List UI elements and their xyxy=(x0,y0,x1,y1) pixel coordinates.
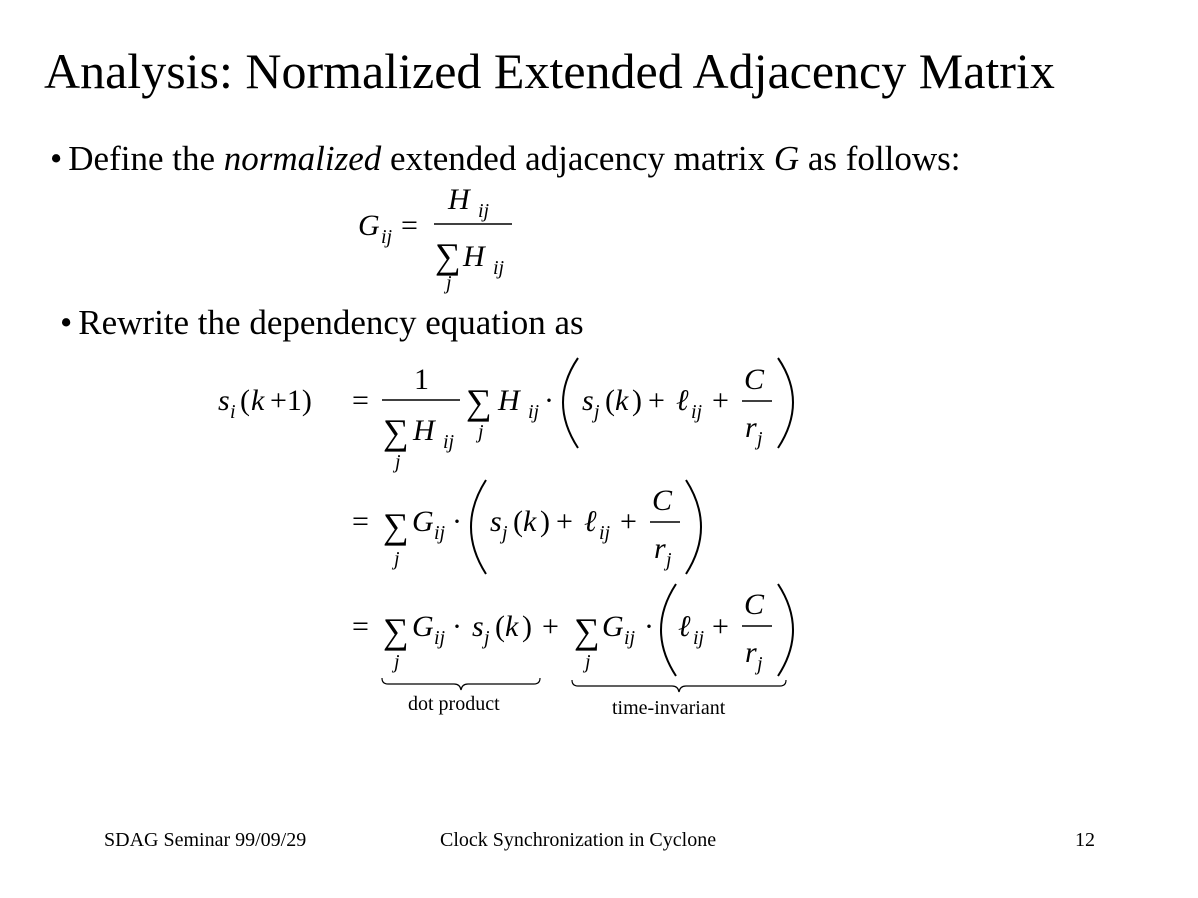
svg-text:): ) xyxy=(522,610,532,643)
svg-text:+: + xyxy=(556,505,573,538)
svg-text:+: + xyxy=(620,505,637,538)
svg-text:ij: ij xyxy=(693,627,705,649)
svg-text:j: j xyxy=(757,653,763,675)
bullet-dot: • xyxy=(50,139,63,178)
equation-line-2 xyxy=(352,480,701,574)
equation-line-1 xyxy=(218,358,793,473)
footer-presentation-title: Clock Synchronization in Cyclone xyxy=(440,829,717,851)
svg-text:·: · xyxy=(544,384,554,417)
svg-text:ij: ij xyxy=(528,401,540,423)
svg-text:s: s xyxy=(218,384,230,417)
svg-text:ℓ: ℓ xyxy=(584,505,597,538)
bullet-dot: • xyxy=(60,303,73,342)
svg-text:G: G xyxy=(358,209,380,242)
bullet1-suffix: as follows: xyxy=(807,139,961,178)
svg-text:k: k xyxy=(251,384,265,417)
svg-text:G: G xyxy=(602,610,624,643)
svg-text:∑: ∑ xyxy=(435,236,461,276)
svg-text:k: k xyxy=(523,505,537,538)
svg-text:·: · xyxy=(644,610,654,643)
svg-text:s: s xyxy=(472,610,484,643)
svg-text:(: ( xyxy=(513,505,523,538)
svg-text:C: C xyxy=(744,363,765,396)
underbrace-dot-product xyxy=(382,678,540,690)
svg-text:ℓ: ℓ xyxy=(678,610,691,643)
svg-text:ij: ij xyxy=(691,401,703,423)
svg-text:ij: ij xyxy=(434,522,446,544)
footer-page-number: 12 xyxy=(1075,829,1095,851)
svg-text:∑: ∑ xyxy=(383,412,409,452)
svg-text:H: H xyxy=(498,384,520,417)
svg-text:r: r xyxy=(745,636,757,669)
svg-text:ℓ: ℓ xyxy=(676,384,689,417)
svg-text:∑: ∑ xyxy=(383,611,409,651)
bullet1-prefix: Define the xyxy=(68,139,215,178)
svg-text:s: s xyxy=(490,505,502,538)
svg-text:ij: ij xyxy=(493,257,505,279)
bullet1-variable: G xyxy=(773,139,800,178)
svg-text:j: j xyxy=(502,522,508,544)
svg-text:∑: ∑ xyxy=(383,506,409,546)
svg-text:+: + xyxy=(712,384,729,417)
svg-text:+: + xyxy=(648,384,665,417)
svg-text:s: s xyxy=(582,384,594,417)
svg-text:G: G xyxy=(412,505,434,538)
svg-text:ij: ij xyxy=(434,627,446,649)
svg-text:j: j xyxy=(585,651,591,673)
svg-text:·: · xyxy=(452,610,462,643)
svg-text:j: j xyxy=(394,651,400,673)
svg-text:j: j xyxy=(666,549,672,571)
svg-text:(: ( xyxy=(495,610,505,643)
svg-text:ij: ij xyxy=(381,226,393,248)
svg-text:ij: ij xyxy=(624,627,636,649)
underbrace-time-invariant xyxy=(572,680,786,692)
svg-text:r: r xyxy=(745,411,757,444)
svg-text:+: + xyxy=(542,610,559,643)
bullet1-middle: extended adjacency matrix xyxy=(390,139,766,178)
svg-text:∑: ∑ xyxy=(574,611,600,651)
svg-text:ij: ij xyxy=(599,522,611,544)
svg-text:(: ( xyxy=(605,384,615,417)
svg-text:k: k xyxy=(615,384,629,417)
svg-text:i: i xyxy=(230,401,236,423)
svg-text:j: j xyxy=(594,401,600,423)
bullet1-emphasis: normalized xyxy=(223,139,382,178)
svg-text:j: j xyxy=(478,421,484,443)
svg-text:j: j xyxy=(394,548,400,570)
svg-text:=: = xyxy=(352,384,369,417)
svg-text:(: ( xyxy=(240,384,250,417)
svg-text:+1): +1) xyxy=(270,384,312,417)
svg-text:·: · xyxy=(452,505,462,538)
svg-text:C: C xyxy=(744,588,765,621)
svg-text:j: j xyxy=(446,272,452,294)
svg-text:G: G xyxy=(412,610,434,643)
svg-text:H: H xyxy=(448,183,470,216)
footer-seminar-date: SDAG Seminar 99/09/29 xyxy=(104,829,307,851)
svg-text:C: C xyxy=(652,484,673,517)
svg-text:j: j xyxy=(757,428,763,450)
svg-text:H: H xyxy=(413,414,435,447)
svg-text:ij: ij xyxy=(443,431,455,453)
equation-line-3 xyxy=(352,584,793,676)
svg-text:j: j xyxy=(395,451,401,473)
svg-text:r: r xyxy=(654,532,666,565)
svg-text:∑: ∑ xyxy=(466,382,492,422)
svg-text:=: = xyxy=(352,610,369,643)
svg-text:1: 1 xyxy=(414,363,429,396)
annotation-time-invariant: time-invariant xyxy=(612,697,726,719)
bullet2-text: Rewrite the dependency equation as xyxy=(78,303,584,342)
svg-text:k: k xyxy=(505,610,519,643)
svg-text:j: j xyxy=(484,627,490,649)
svg-text:H: H xyxy=(463,240,485,273)
slide-title: Analysis: Normalized Extended Adjacency Matrix xyxy=(44,43,1055,99)
svg-text:): ) xyxy=(540,505,550,538)
equation-normalized-definition xyxy=(358,183,512,294)
svg-text:=: = xyxy=(352,505,369,538)
svg-text:ij: ij xyxy=(478,200,490,222)
svg-text:=: = xyxy=(401,209,418,242)
annotation-dot-product: dot product xyxy=(408,693,500,715)
svg-text:): ) xyxy=(632,384,642,417)
svg-text:+: + xyxy=(712,610,729,643)
